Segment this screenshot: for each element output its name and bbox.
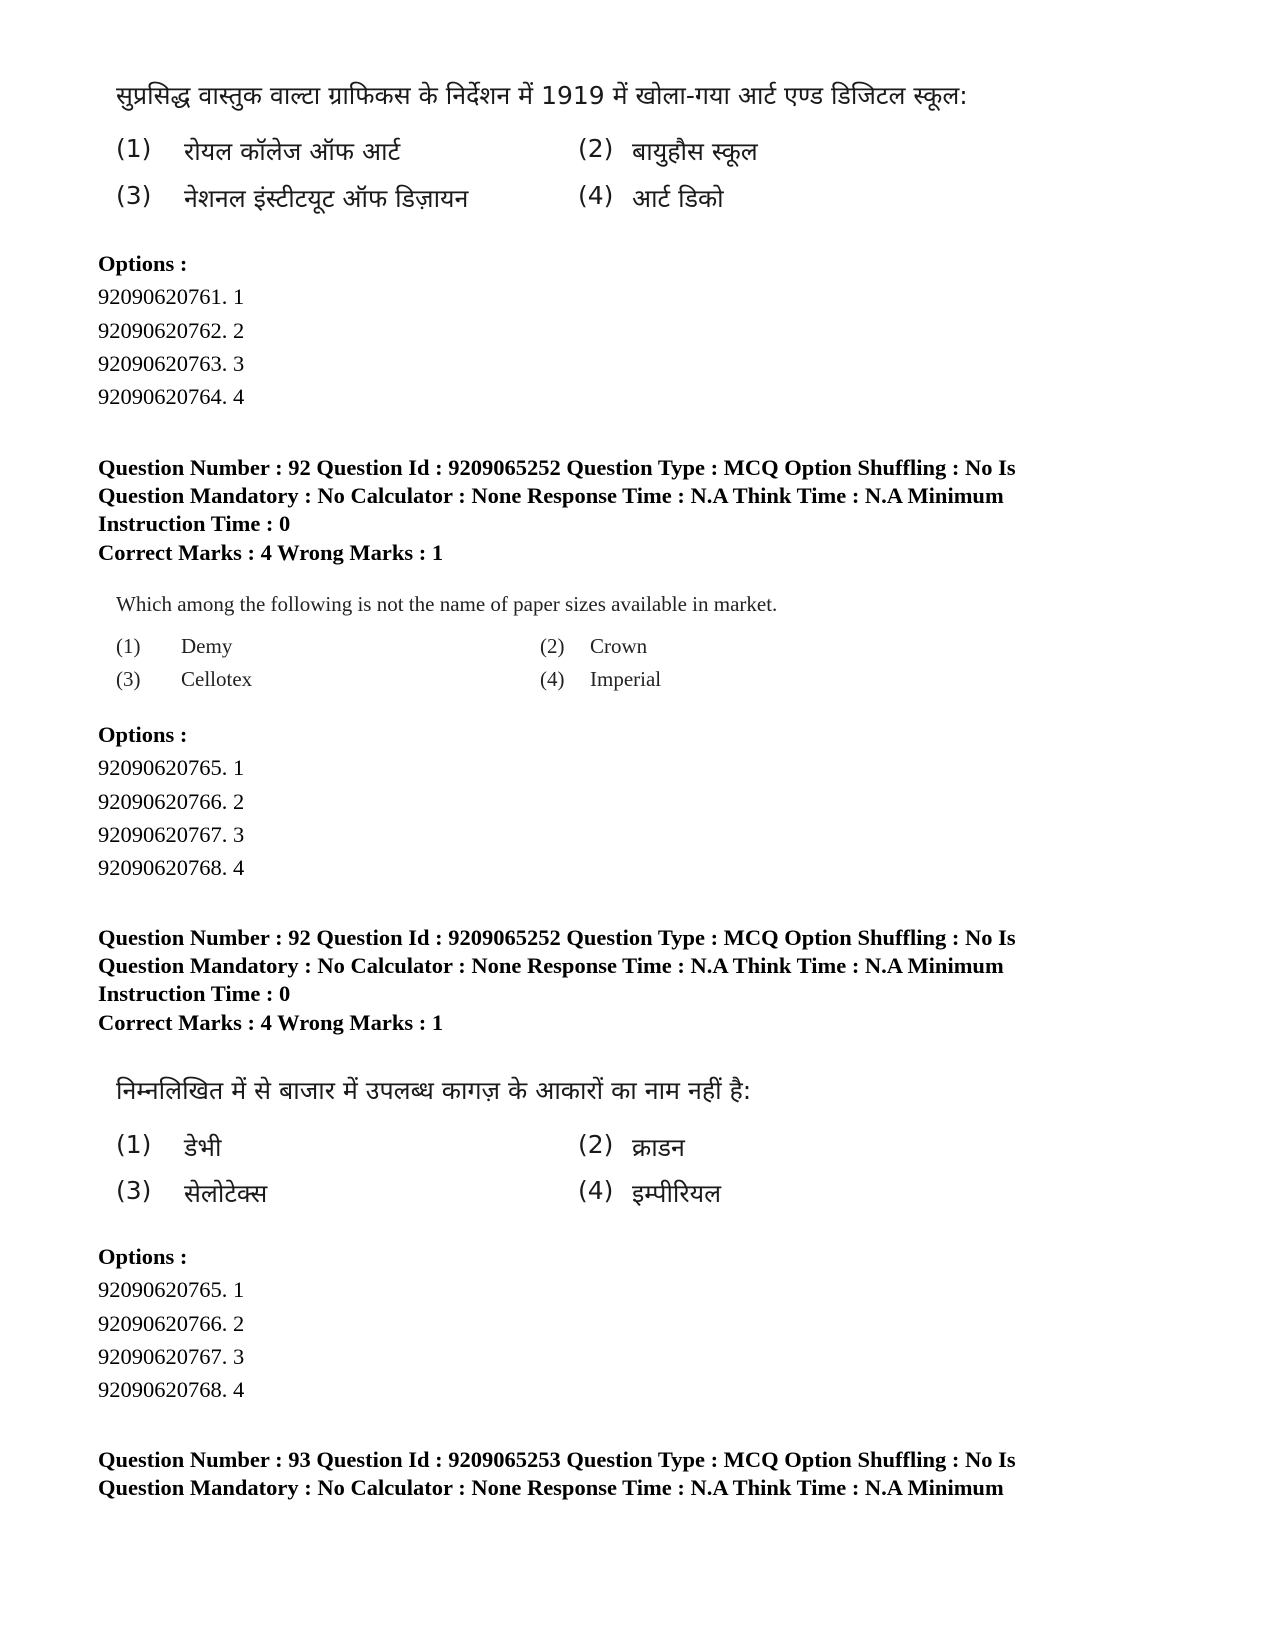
question-meta: [98, 924, 1178, 1009]
options-title: Options :: [98, 1244, 188, 1269]
meta-line: Question Mandatory : No Calculator : None Response Time : N.A Think Time : N.A Minimum: [98, 483, 1004, 509]
meta-line: Question Number : 92 Question Id : 9209065252 Question Type : MCQ Option Shuffling : No Is: [98, 925, 1016, 950]
question-image-english: [116, 592, 876, 702]
option-id: 92090620765. 1: [98, 755, 245, 781]
option-number: (2): [540, 634, 565, 658]
question-image-hindi-2: [116, 1073, 876, 1213]
meta-line: Question Mandatory : No Calculator : None Response Time : N.A Think Time : N.A Minimum: [98, 953, 1004, 979]
option-id: 92090620761. 1: [98, 284, 245, 310]
option-text: इम्पीरियल: [632, 1179, 722, 1208]
option-number: (3): [116, 181, 152, 210]
option-id: 92090620763. 3: [98, 350, 245, 376]
option-3: [116, 181, 469, 213]
question-meta: [98, 1446, 1178, 1502]
option-1: [116, 634, 233, 659]
meta-line: Question Mandatory : No Calculator : None Response Time : N.A Think Time : N.A Minimum: [98, 1475, 1004, 1501]
meta-line: Question Number : 92 Question Id : 9209065252 Question Type : MCQ Option Shuffling : No Is: [98, 455, 1016, 480]
options-list: [98, 1240, 244, 1406]
option-number: (1): [116, 1130, 152, 1159]
option-number: (2): [578, 1130, 614, 1159]
option-text: Cellotex: [181, 667, 253, 691]
question-meta: [98, 454, 1178, 539]
options-title: Options :: [98, 251, 188, 276]
option-id: 92090620764. 4: [98, 384, 245, 410]
option-text: सेलोटेक्स: [184, 1179, 268, 1208]
option-1: [116, 134, 401, 166]
option-text: क्राडन: [632, 1133, 685, 1162]
option-3: [116, 667, 253, 692]
question-marks: Correct Marks : 4 Wrong Marks : 1: [98, 1010, 444, 1035]
option-text: डेभी: [184, 1133, 222, 1162]
option-number: (1): [116, 634, 141, 658]
question-stem: निम्नलिखित में से बाजार में उपलब्ध कागज़ के आकारों का नाम नहीं है:: [116, 1076, 752, 1105]
option-4: [578, 1176, 722, 1208]
option-2: [578, 134, 758, 166]
option-2: [540, 634, 648, 659]
question-image-hindi-1: [116, 78, 1116, 218]
option-text: रोयल कॉलेज ऑफ आर्ट: [184, 137, 401, 166]
options-list: [98, 718, 244, 884]
question-stem: सुप्रसिद्ध वास्तुक वाल्टा ग्राफिकस के निर्देशन में 1919 में खोला-गया आर्ट एण्ड डिजिटल स्कूल:: [116, 81, 968, 110]
option-number: (3): [116, 1176, 152, 1205]
option-number: (3): [116, 667, 141, 691]
option-id: 92090620768. 4: [98, 1377, 245, 1403]
options-list: [98, 247, 244, 413]
options-title: Options :: [98, 722, 188, 747]
option-2: [578, 1130, 685, 1162]
option-id: 92090620765. 1: [98, 1277, 245, 1303]
option-1: [116, 1130, 222, 1162]
option-text: Crown: [590, 634, 648, 658]
option-text: आर्ट डिको: [632, 184, 724, 213]
option-text: बायुहौस स्कूल: [632, 137, 758, 166]
option-id: 92090620766. 2: [98, 788, 245, 814]
option-id: 92090620766. 2: [98, 1310, 245, 1336]
meta-line: Question Number : 93 Question Id : 9209065253 Question Type : MCQ Option Shuffling : No Is: [98, 1447, 1016, 1472]
option-number: (2): [578, 134, 614, 163]
option-number: (4): [578, 1176, 614, 1205]
meta-line: Instruction Time : 0: [98, 511, 291, 537]
question-marks: Correct Marks : 4 Wrong Marks : 1: [98, 540, 444, 565]
option-text: नेशनल इंस्टीटयूट ऑफ डिज़ायन: [184, 184, 469, 213]
option-4: [578, 181, 724, 213]
option-id: 92090620762. 2: [98, 317, 245, 343]
option-id: 92090620768. 4: [98, 855, 245, 881]
option-id: 92090620767. 3: [98, 821, 245, 847]
question-stem: Which among the following is not the name of paper sizes available in market.: [116, 592, 778, 616]
option-number: (4): [540, 667, 565, 691]
option-3: [116, 1176, 268, 1208]
option-number: (1): [116, 134, 152, 163]
option-number: (4): [578, 181, 614, 210]
option-text: Demy: [181, 634, 233, 658]
option-4: [540, 667, 662, 692]
option-id: 92090620767. 3: [98, 1343, 245, 1369]
meta-line: Instruction Time : 0: [98, 981, 291, 1007]
option-text: Imperial: [590, 667, 662, 691]
